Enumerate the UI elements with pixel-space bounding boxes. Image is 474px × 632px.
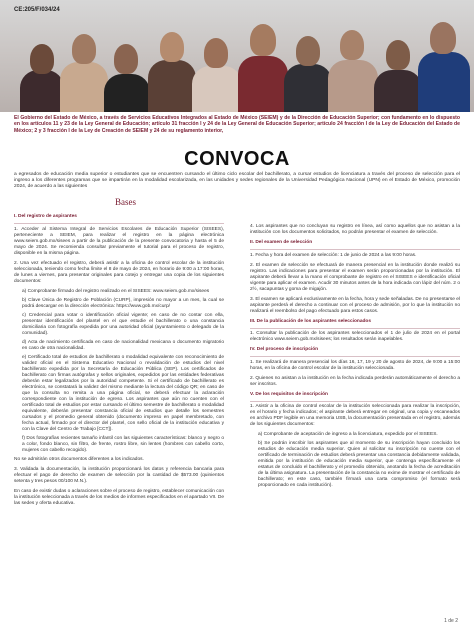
divider [250,249,460,250]
paragraph: 2. Una vez efectuado el registro, deberá asistir a la oficina de control escolar de la institución seleccionada, teniendo como fecha límite el 8 de mayo de 2024, en horario de 9:00 a 17:00 horas, de lunes a viernes, para presentar originales para cotejo y entregar una copia de los siguientes documentos: [14,260,224,284]
divider [250,401,460,402]
paragraph: 2. El examen de selección se efectuará de manera presencial en la institución donde realizó su registro. Las indicaciones para presentar el examen serán proporcionadas por la institución. El aspirante deberá llevar a la mano el comprobante de registro en el SISEES e identificación oficial vigente para aplicar el examen. Acudir 30 minutos antes de la hora indicada con lápiz del núm. 2 o 2½, sacapuntas y goma de migajón. [250,262,460,292]
document-code: CE:205/F/034/24 [14,7,60,13]
list-item: b) Clave Única de Registro de Población (CURP), impresión no mayor a un mes, la cual se podrá descargar en la dirección electrónica: https://www.gob.mx/curp/ [22,297,224,309]
divider [250,356,460,357]
paragraph: En caso de existir dudas o aclaraciones sobre el proceso de registro, establecer comunicación con la institución seleccionada a través de los medios de informes especificados en el apartado VII. De las sedes y oferta educativa. [14,488,224,506]
paragraph: 1. Consultar la publicación de los aspirantes seleccionados el 1 de julio de 2024 en el portal electrónico www.seiem.gob.mx/sisees; los resultados serán inapelables. [250,331,460,343]
paragraph: 1. Asistir a la oficina de control escolar de la institución seleccionada para realizar la inscripción, en el horario y fecha indicados; el aspirante deberá entregar en original, una copia y escaneados en archivo PDF legible en una memoria USB, la documentación presentada en el registro, además de los siguientes documentos: [250,404,460,428]
left-column [14,211,224,511]
section-heading: I. Del registro de aspirantes [14,214,77,219]
page-number: 1 de 2 [444,618,458,624]
paragraph: 1. Acceder al Sistema Integral de Servicios Escolares de Educación Superior (SISEES), perteneciente a SEIEM, para realizar el registro en la página electrónica www.seiem.gob.mx/sisees a partir de la publicación de la presente convocatoria y hasta el 5 de mayo de 2024. Se recomienda consultar previamente el tutorial para el proceso de registro, disponible en la misma página. [14,226,224,256]
list-item: e) Certificado total de estudios de bachillerato o modalidad equivalente con reconocimiento de validez oficial en el Sistema Educativo Nacional o revalidación de estudios del nivel bachillerato expedida por la Secretaría de Educación Pública (SEP). Los certificados de bachillerato con firmas autógrafas y sellos originales, expedidos por las entidades federativas deberán estar legalizados por la autoridad competente. Si el certificado de bachillerato es electrónico, se constatará la validez del mismo mediante la lectura del código QR; en caso de que la consulta no remita a una página oficial, se deberá efectuar la aclaración correspondiente con la institución de egreso. Los aspirantes que aún no cuenten con el certificado total de estudios por estar cursando el último semestre de bachillerato o modalidad equivalente, deberán presentar constancia oficial de estudios que detalle los semestres cursados y el promedio general obtenido (documento impreso en papel membretado, con fecha actual, firmado por el director del plantel, con sello oficial de la institución educativa y con la Clave del Centro de Trabajo [CCT]). [22,354,224,432]
list-item: a) Comprobante de aceptación de ingreso a la licenciatura, expedido por el SISEES. [258,432,438,438]
paragraph: 3. Validada la documentación, la institución proporcionará los datos y referencia bancaria para efectuar el pago de derecho de examen de selección por la cantidad de $573.00 (quinientos setenta y tres pesos 00/100 M.N.). [14,466,224,484]
convoca-paragraph: a egresados de educación media superior o estudiantes que se encuentren cursando el último ciclo escolar del bachillerato, a cursar estudios de licenciatura a través del proceso de selección para el ingreso a los diferentes programas que se impartirán en la modalidad escolarizada, en las unidades y sedes regionales de la Universidad Pedagógica Nacional (UPN) en el Estado de México, promoción 2024, de acuerdo a las siguientes [14,172,460,190]
section-heading: III. De la publicación de los aspirantes seleccionados [250,318,372,324]
students-photo [0,0,474,112]
list-item: c) Credencial para votar o identificación oficial vigente; en caso de no contar con ella, presentar identificación del plantel en el que estudie el bachillerato o una constancia domiciliaria con fotografía expedida por una autoridad oficial (ayuntamiento o delegado de la comunidad). [22,312,224,336]
bases-heading: Bases [115,197,136,207]
list-item: b) Se podrán inscribir los aspirantes que al momento de su inscripción hayan concluido los estudios de educación media superior. Quien al solicitar su inscripción no cuente con el certificado de terminación de estudios deberá presentar una constancia debidamente validada, emitida por la institución de educación media superior, que contenga específicamente el estatus de concluido el bachillerato y el promedio obtenido, anotando la fecha de acreditación de la última asignatura. La presentación de la constancia no exime de mostrar el certificado de bachillerato; en este caso, también firmará una carta compromiso (el formato será proporcionado en cada institución). [258,441,460,489]
divider [250,328,460,329]
document-title: CONVOCA [184,148,290,170]
section-heading: V. De los requisitos de inscripción [250,391,328,397]
paragraph: 2. Quienes no asistan a la institución en la fecha indicada perderán automáticamente el derecho a ser inscritos. [250,375,460,387]
list-item: a) Comprobante firmado del registro realizado en el SISEES: www.seiem.gob.mx/sisees [22,288,210,294]
intro-paragraph: El Gobierno del Estado de México, a través de Servicios Educativos Integrados al Estado de México (SEIEM) y de la Dirección de Educación Superior; con fundamento en lo dispuesto en los artículos 11 y 23 de la Ley General de Educación; artículo 31 fracción I y 24 de la Ley General de Educación Superior; artículo 24 fracción I de la Ley de Educación del Estado de México; 2 y 3 fracción I de la Ley de Creación de SEIEM y 24 de su reglamento interior, [14,115,460,134]
paragraph: 3. El examen se aplicará exclusivamente en la fecha, hora y sede señaladas. De no presentarse el aspirante perderá el derecho a continuar con el proceso de admisión, por lo que la institución no realizará el reembolso del pago efectuado para estos casos. [250,296,460,314]
paragraph: 1. Fecha y hora del examen de selección: 1 de junio de 2024 a las 9:00 horas. [250,252,417,258]
right-column [250,224,460,492]
list-item: d) Acta de nacimiento certificada en caso de nacionalidad mexicana o documento migratorio en caso de otra nacionalidad. [22,339,224,351]
paragraph: 4. Los aspirantes que no concluyan su registro en línea, así como aquellos que no asistan a la institución con los documentos solicitados, no podrán presentar el examen de selección. [250,224,460,235]
divider [14,223,224,224]
list-item: f) Dos fotografías recientes tamaño infantil con las siguientes características: blanco y negro o a color, fondo blanco, sin filtro, de frente, rostro libre, sin lentes (hombres con cabello corto, mujeres con cabello recogido). [22,435,224,453]
section-heading: IV. Del proceso de inscripción [250,347,319,353]
paragraph: 1. Se realizará de manera presencial los días 16, 17, 19 y 20 de agosto de 2024, de 9:00 a 15:00 horas, en la oficina de control escolar de la institución seleccionada. [250,359,460,371]
note: No se admitirán otros documentos diferentes a los indicados. [14,456,144,462]
section-heading: II. Del examen de selección [250,240,313,245]
